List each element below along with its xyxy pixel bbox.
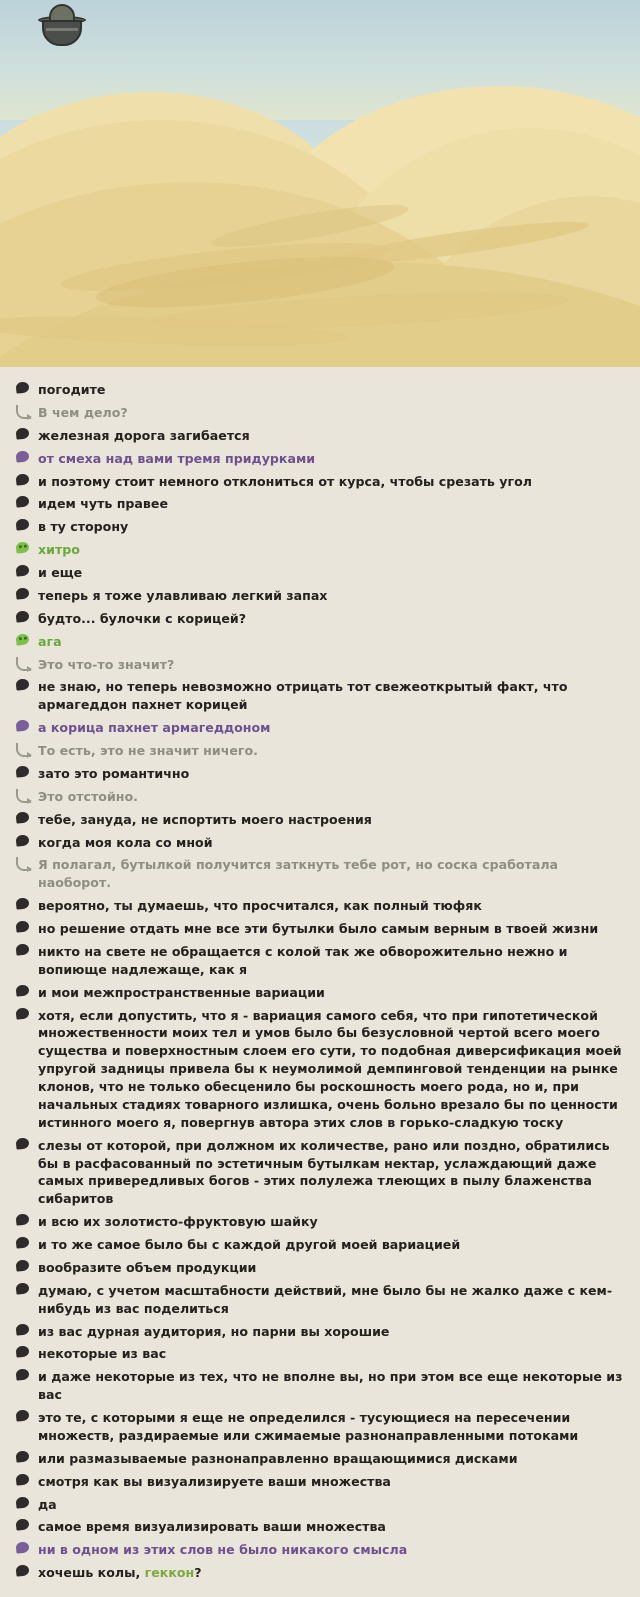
- chat-line-text: и всю их золотисто-фруктовую шайку: [38, 1214, 318, 1230]
- chat-line-text: будто... булочки с корицей?: [38, 610, 247, 626]
- narration-arrow-icon: [16, 743, 32, 758]
- narration-arrow-icon: [16, 405, 32, 420]
- chat-line-text: ни в одном из этих слов не было никакого смысла: [38, 1542, 408, 1558]
- speech-blob-dark-icon-glyph: [15, 1323, 29, 1335]
- chat-line: [10, 678, 630, 714]
- chat-line-text: хотя, если допустить, что я - вариация самого себя, что при гипотетической множественности моих тел и умов было бы безусловной чертой всего моего существа и поверхностным слоем его сути, то подобная диверсификация моей упругой задницы привела бы к неумолимой демпинговой тенденции на рынке клонов, что не только обесценило бы роскошность моего рода, но и, при начальных стадиях товарного излишка, очень больно врезало бы по ценности истинного моего я, повергнув автора этих слов в горько-сладкую тоску: [38, 1007, 622, 1130]
- speech-blob-dark-icon-glyph: [15, 1259, 29, 1271]
- chat-line-text: теперь я тоже улавливаю легкий запах: [38, 587, 328, 603]
- speech-blob-dark-icon-glyph: [15, 1369, 29, 1381]
- narration-arrow-icon: [16, 657, 32, 672]
- chat-line: [10, 1007, 630, 1132]
- speech-blob-dark-icon-glyph: [15, 920, 29, 932]
- speech-blob-dark-icon-glyph: [15, 1496, 29, 1508]
- chat-line: [10, 1541, 630, 1559]
- chat-line-text: ага: [38, 633, 62, 649]
- speech-blob-dark-icon: [16, 428, 32, 443]
- wanderer-sprite[interactable]: [38, 4, 86, 48]
- speech-blob-dark-icon: [16, 766, 32, 781]
- narration-arrow-icon-glyph: [16, 405, 31, 419]
- chat-line: [10, 788, 630, 806]
- speech-blob-dark-icon: [16, 1138, 32, 1153]
- speech-blob-dark-icon-glyph: [15, 1007, 29, 1019]
- speech-blob-dark-icon: [16, 588, 32, 603]
- chat-line: [10, 450, 630, 468]
- chat-line-text: некоторые из вас: [38, 1346, 167, 1362]
- speech-blob-green-icon: [16, 542, 32, 557]
- chat-line-text: То есть, это не значит ничего.: [38, 743, 258, 758]
- speech-blob-dark-icon-glyph: [15, 564, 29, 576]
- speech-blob-dark-icon-glyph: [15, 897, 29, 909]
- speech-blob-dark-icon: [16, 1497, 32, 1512]
- chat-line: [10, 1368, 630, 1404]
- speech-blob-dark-icon-glyph: [15, 1346, 29, 1358]
- chat-line: [10, 897, 630, 915]
- chat-line: [10, 1518, 630, 1536]
- chat-line-text: и поэтому стоит немного отклониться от курса, чтобы срезать угол: [38, 473, 532, 489]
- chat-line-text: слезы от которой, при должном их количестве, рано или поздно, обратились бы в расфасованный по эстетичным бутылкам нектар, услаждающий даже самых привередливых богов - этих полулежа тлеющих в пылу блаженства сибаритов: [38, 1137, 610, 1207]
- chat-line-highlight: геккон: [144, 1565, 195, 1581]
- speech-blob-dark-icon: [16, 611, 32, 626]
- speech-blob-purple-icon: [16, 720, 32, 735]
- speech-blob-dark-icon-glyph: [15, 1236, 29, 1248]
- speech-blob-dark-icon-glyph: [15, 984, 29, 996]
- speech-blob-dark-icon-glyph: [15, 1213, 29, 1225]
- speech-blob-dark-icon: [16, 1369, 32, 1384]
- chat-line: [10, 1282, 630, 1318]
- chat-line-text: от смеха над вами тремя придурками: [38, 450, 316, 466]
- speech-blob-purple-icon-glyph: [15, 719, 29, 731]
- narration-arrow-icon-glyph: [16, 657, 31, 671]
- chat-line: [10, 564, 630, 582]
- chat-line: [10, 1213, 630, 1231]
- speech-blob-dark-icon: [16, 835, 32, 850]
- chat-line-text: никто на свете не обращается с колой так же обворожительно нежно и вопиюще надлежаще, как я: [38, 943, 568, 977]
- speech-blob-dark-icon-glyph: [15, 679, 29, 691]
- speech-blob-dark-icon: [16, 474, 32, 489]
- narration-arrow-icon: [16, 857, 32, 872]
- speech-blob-dark-icon-glyph: [15, 1137, 29, 1149]
- chat-line: [10, 518, 630, 536]
- speech-blob-dark-icon-glyph: [15, 1450, 29, 1462]
- chat-line: [10, 633, 630, 651]
- chat-line-text: и еще: [38, 565, 83, 580]
- chat-line-text: хитро: [38, 542, 80, 558]
- chat-line: [10, 742, 630, 760]
- chat-line-text: из вас дурная аудитория, но парни вы хорошие: [38, 1323, 390, 1339]
- narration-arrow-icon-glyph: [16, 857, 31, 871]
- chat-line-text: тебе, зануда, не испортить моего настроения: [38, 811, 372, 827]
- narration-arrow-icon-glyph: [16, 743, 31, 757]
- chat-line-text: это те, с которыми я еще не определился - тусующиеся на пересечении множеств, раздираемые или сжимаемые разнонаправленными потоками: [38, 1410, 579, 1443]
- chat-line: [10, 834, 630, 852]
- speech-blob-dark-icon-glyph: [15, 427, 29, 439]
- chat-line-text: и то же самое было бы с каждой другой моей вариацией: [38, 1237, 461, 1252]
- speech-blob-dark-icon-glyph: [15, 587, 29, 599]
- speech-blob-dark-icon-glyph: [15, 1519, 29, 1531]
- chat-line-text: когда моя кола со мной: [38, 834, 213, 850]
- speech-blob-purple-icon: [16, 451, 32, 466]
- chat-line: [10, 1323, 630, 1341]
- chat-line: [10, 1450, 630, 1468]
- speech-blob-dark-icon: [16, 519, 32, 534]
- speech-blob-dark-icon: [16, 1474, 32, 1489]
- chat-line-text: зато это романтично: [38, 765, 190, 781]
- chat-line-text: и даже некоторые из тех, что не вполне вы, но при этом все еще некоторые из вас: [38, 1369, 623, 1403]
- chat-line-text: да: [38, 1496, 57, 1512]
- chat-line-text: смотря как вы визуализируете ваши множества: [38, 1473, 391, 1489]
- chat-line: [10, 856, 630, 892]
- chat-line: [10, 765, 630, 783]
- chat-line-text: думаю, с учетом масштабности действий, мне было бы не жалко даже с кем-нибудь из вас поделиться: [38, 1282, 613, 1316]
- speech-blob-dark-icon-glyph: [15, 1564, 29, 1576]
- chat-line: [10, 473, 630, 491]
- speech-blob-dark-icon: [16, 496, 32, 511]
- chat-line-text: Я полагал, бутылкой получится заткнуть тебе рот, но соска сработала наоборот.: [38, 857, 559, 891]
- chat-line-text: железная дорога загибается: [38, 427, 250, 443]
- speech-blob-purple-icon: [16, 1542, 32, 1557]
- speech-blob-dark-icon: [16, 1324, 32, 1339]
- chat-log: [0, 367, 640, 1597]
- chat-line: [10, 1409, 630, 1445]
- chat-line: [10, 1137, 630, 1209]
- chat-line: [10, 1496, 630, 1514]
- chat-line-text: вероятно, ты думаешь, что просчитался, как полный тюфяк: [38, 898, 482, 914]
- chat-line: [10, 1236, 630, 1254]
- speech-blob-dark-icon: [16, 382, 32, 397]
- chat-line-text: или размазываемые разнонаправленно вращающимися дисками: [38, 1450, 518, 1466]
- speech-blob-dark-icon: [16, 985, 32, 1000]
- speech-blob-dark-icon-glyph: [15, 834, 29, 846]
- speech-blob-dark-icon: [16, 1565, 32, 1580]
- speech-blob-dark-icon-glyph: [15, 610, 29, 622]
- speech-blob-dark-icon: [16, 1237, 32, 1252]
- chat-line: [10, 984, 630, 1002]
- chat-line-text: погодите: [38, 382, 106, 397]
- speech-blob-dark-icon-glyph: [15, 1473, 29, 1485]
- chat-line: [10, 541, 630, 559]
- chat-line: [10, 920, 630, 938]
- speech-blob-dark-icon-glyph: [15, 1409, 29, 1421]
- chat-line-text: не знаю, но теперь невозможно отрицать тот свежеоткрытый факт, что армагеддон пахнет корицей: [38, 679, 568, 713]
- speech-blob-dark-icon: [16, 898, 32, 913]
- speech-blob-dark-icon: [16, 1214, 32, 1229]
- speech-blob-dark-icon-glyph: [15, 473, 29, 485]
- chat-line: [10, 587, 630, 605]
- chat-line-text: в ту сторону: [38, 519, 129, 535]
- chat-line: [10, 610, 630, 628]
- chat-line: [10, 381, 630, 399]
- chat-line: [10, 719, 630, 737]
- speech-blob-dark-icon: [16, 565, 32, 580]
- chat-line: [10, 1259, 630, 1277]
- speech-blob-dark-icon: [16, 1519, 32, 1534]
- speech-blob-dark-icon: [16, 1260, 32, 1275]
- chat-line-text: и мои межпространственные вариации: [38, 984, 325, 1000]
- chat-line: [10, 656, 630, 674]
- chat-line-text: самое время визуализировать ваши множества: [38, 1519, 386, 1535]
- chat-line-text: а корица пахнет армагеддоном: [38, 720, 271, 736]
- chat-line-text: идем чуть правее: [38, 496, 168, 512]
- speech-blob-dark-icon-glyph: [15, 381, 29, 393]
- chat-line-text: вообразите объем продукции: [38, 1259, 257, 1275]
- speech-blob-green-icon-glyph: [15, 541, 29, 553]
- speech-blob-green-icon: [16, 634, 32, 649]
- speech-blob-dark-icon: [16, 1008, 32, 1023]
- chat-line-suffix: ?: [194, 1565, 202, 1581]
- speech-blob-dark-icon-glyph: [15, 519, 29, 531]
- chat-line: [10, 427, 630, 445]
- speech-blob-dark-icon: [16, 812, 32, 827]
- speech-blob-dark-icon: [16, 944, 32, 959]
- speech-blob-dark-icon-glyph: [15, 496, 29, 508]
- chat-line: [10, 1564, 630, 1582]
- chat-line: [10, 811, 630, 829]
- chat-line: [10, 1345, 630, 1363]
- narration-arrow-icon-glyph: [16, 789, 31, 803]
- speech-blob-dark-icon: [16, 1410, 32, 1425]
- speech-blob-dark-icon: [16, 1451, 32, 1466]
- speech-blob-purple-icon-glyph: [15, 450, 29, 462]
- chat-line: [10, 404, 630, 422]
- chat-line: [10, 495, 630, 513]
- sprite-body-stripe: [46, 28, 78, 31]
- speech-blob-dark-icon-glyph: [15, 811, 29, 823]
- chat-line-text: но решение отдать мне все эти бутылки было самым верным в твоей жизни: [38, 921, 599, 936]
- speech-blob-dark-icon-glyph: [15, 1282, 29, 1294]
- chat-line-text: Это отстойно.: [38, 788, 138, 804]
- narration-arrow-icon: [16, 789, 32, 804]
- speech-blob-green-icon-glyph: [15, 633, 29, 645]
- speech-blob-dark-icon: [16, 1283, 32, 1298]
- sprite-body: [42, 20, 82, 46]
- scene-viewport: [0, 0, 640, 367]
- speech-blob-dark-icon-glyph: [15, 943, 29, 955]
- speech-blob-dark-icon: [16, 1346, 32, 1361]
- chat-line-text: В чем дело?: [38, 404, 128, 420]
- chat-line-text: хочешь колы, геккон?: [38, 1565, 202, 1581]
- speech-blob-purple-icon-glyph: [15, 1542, 29, 1554]
- chat-line-text: Это что-то значит?: [38, 656, 175, 672]
- chat-line: [10, 1473, 630, 1491]
- speech-blob-dark-icon: [16, 679, 32, 694]
- speech-blob-dark-icon: [16, 921, 32, 936]
- speech-blob-dark-icon-glyph: [15, 765, 29, 777]
- chat-line: [10, 943, 630, 979]
